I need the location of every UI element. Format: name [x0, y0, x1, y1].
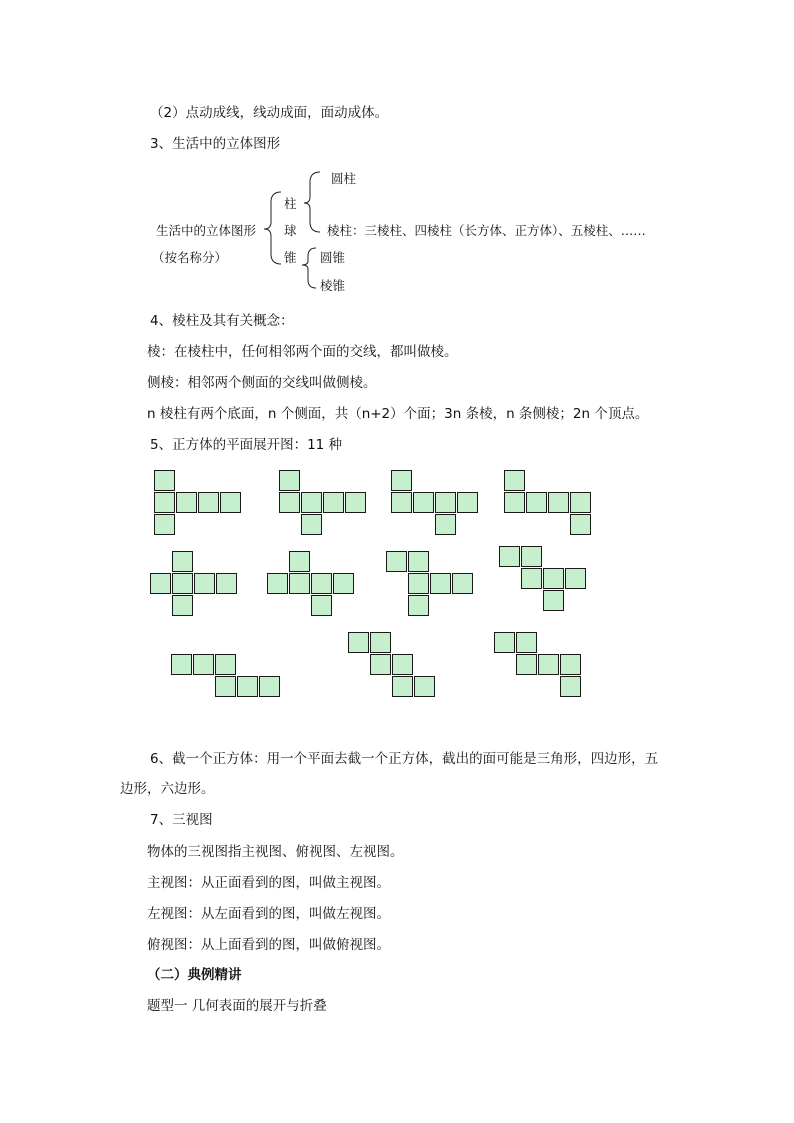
- branch-qiu: 球: [284, 223, 297, 238]
- net-square: [408, 595, 429, 616]
- left-view-def: 左视图：从左面看到的图，叫做左视图。: [147, 906, 390, 922]
- net-square: [194, 573, 215, 594]
- zhu-brace: [304, 172, 320, 232]
- net-square: [279, 470, 300, 491]
- net-square: [259, 676, 280, 697]
- top-view-def: 俯视图：从上面看到的图，叫做俯视图。: [147, 937, 390, 953]
- net-square: [414, 676, 435, 697]
- net-square: [504, 470, 525, 491]
- def-edge: 棱：在棱柱中，任何相邻两个面的交线，都叫做棱。: [147, 344, 458, 360]
- classification-braces: [0, 0, 794, 320]
- net-square: [198, 492, 219, 513]
- zhu-child-cylinder: 圆柱: [331, 171, 357, 186]
- net-square: [565, 568, 586, 589]
- net-square: [301, 514, 322, 535]
- net-square: [220, 492, 241, 513]
- net-square: [193, 654, 214, 675]
- net-square: [386, 551, 407, 572]
- net-square: [171, 654, 192, 675]
- net-square: [521, 546, 542, 567]
- net-square: [408, 551, 429, 572]
- front-view-def: 主视图：从正面看到的图，叫做主视图。: [147, 875, 390, 891]
- section-3-title: 3、生活中的立体图形: [150, 136, 281, 152]
- net-square: [345, 492, 366, 513]
- net-square: [289, 573, 310, 594]
- zhui-child-cone: 圆锥: [320, 250, 346, 265]
- net-square: [435, 514, 456, 535]
- section-4-title: 4、棱柱及其有关概念：: [150, 313, 294, 329]
- net-square: [370, 654, 391, 675]
- net-square: [560, 676, 581, 697]
- net-square: [516, 632, 537, 653]
- net-square: [392, 654, 413, 675]
- item-2-text: （2）点动成线，线动成面，面动成体。: [150, 105, 389, 121]
- section-6-line-2: 边形，六边形。: [120, 781, 215, 797]
- net-square: [311, 595, 332, 616]
- net-square: [408, 573, 429, 594]
- zhui-brace: [302, 248, 316, 288]
- net-square: [370, 632, 391, 653]
- net-square: [333, 573, 354, 594]
- net-square: [499, 546, 520, 567]
- net-square: [289, 551, 310, 572]
- net-square: [435, 492, 456, 513]
- zhu-child-prism: 棱柱：三棱柱、四棱柱（长方体、正方体）、五棱柱、……: [327, 223, 646, 238]
- net-square: [323, 492, 344, 513]
- class-root-note: （按名称分）: [152, 250, 228, 265]
- section-5-title: 5、正方体的平面展开图：11 种: [150, 437, 343, 453]
- net-square: [172, 551, 193, 572]
- def-lateral-edge: 侧棱：相邻两个侧面的交线叫做侧棱。: [147, 375, 377, 391]
- net-square: [237, 676, 258, 697]
- net-square: [494, 632, 515, 653]
- net-square: [154, 492, 175, 513]
- three-views-def: 物体的三视图指主视图、俯视图、左视图。: [147, 844, 404, 860]
- net-square: [457, 492, 478, 513]
- net-square: [301, 492, 322, 513]
- net-square: [452, 573, 473, 594]
- zhui-child-pyramid: 棱锥: [320, 278, 346, 293]
- type-1-heading: 题型一 几何表面的展开与折叠: [147, 998, 327, 1014]
- net-square: [215, 676, 236, 697]
- net-square: [504, 492, 525, 513]
- net-square: [154, 514, 175, 535]
- net-square: [560, 654, 581, 675]
- section-7-title: 7、三视图: [150, 812, 213, 828]
- net-square: [311, 573, 332, 594]
- n-prism-facts: n 棱柱有两个底面，n 个侧面，共（n+2）个面；3n 条棱，n 条侧棱；2n 个顶点。: [147, 406, 649, 422]
- section-6-line-1: 6、截一个正方体：用一个平面去截一个正方体，截出的面可能是三角形，四边形，五: [150, 751, 659, 767]
- net-square: [543, 590, 564, 611]
- branch-zhu: 柱: [284, 196, 297, 211]
- class-root-label: 生活中的立体图形: [156, 223, 257, 238]
- net-square: [391, 470, 412, 491]
- net-square: [413, 492, 434, 513]
- net-square: [543, 568, 564, 589]
- main-brace: [264, 192, 281, 264]
- net-square: [154, 470, 175, 491]
- net-square: [548, 492, 569, 513]
- net-square: [570, 514, 591, 535]
- branch-zhui: 锥: [284, 250, 297, 265]
- net-square: [391, 492, 412, 513]
- net-square: [172, 595, 193, 616]
- part-2-heading: （二）典例精讲: [147, 967, 242, 983]
- net-square: [279, 492, 300, 513]
- net-square: [215, 654, 236, 675]
- net-square: [176, 492, 197, 513]
- net-square: [516, 654, 537, 675]
- net-square: [430, 573, 451, 594]
- net-square: [172, 573, 193, 594]
- net-square: [267, 573, 288, 594]
- net-square: [570, 492, 591, 513]
- net-square: [392, 676, 413, 697]
- net-square: [521, 568, 542, 589]
- net-square: [538, 654, 559, 675]
- net-square: [216, 573, 237, 594]
- net-square: [526, 492, 547, 513]
- net-square: [348, 632, 369, 653]
- net-square: [150, 573, 171, 594]
